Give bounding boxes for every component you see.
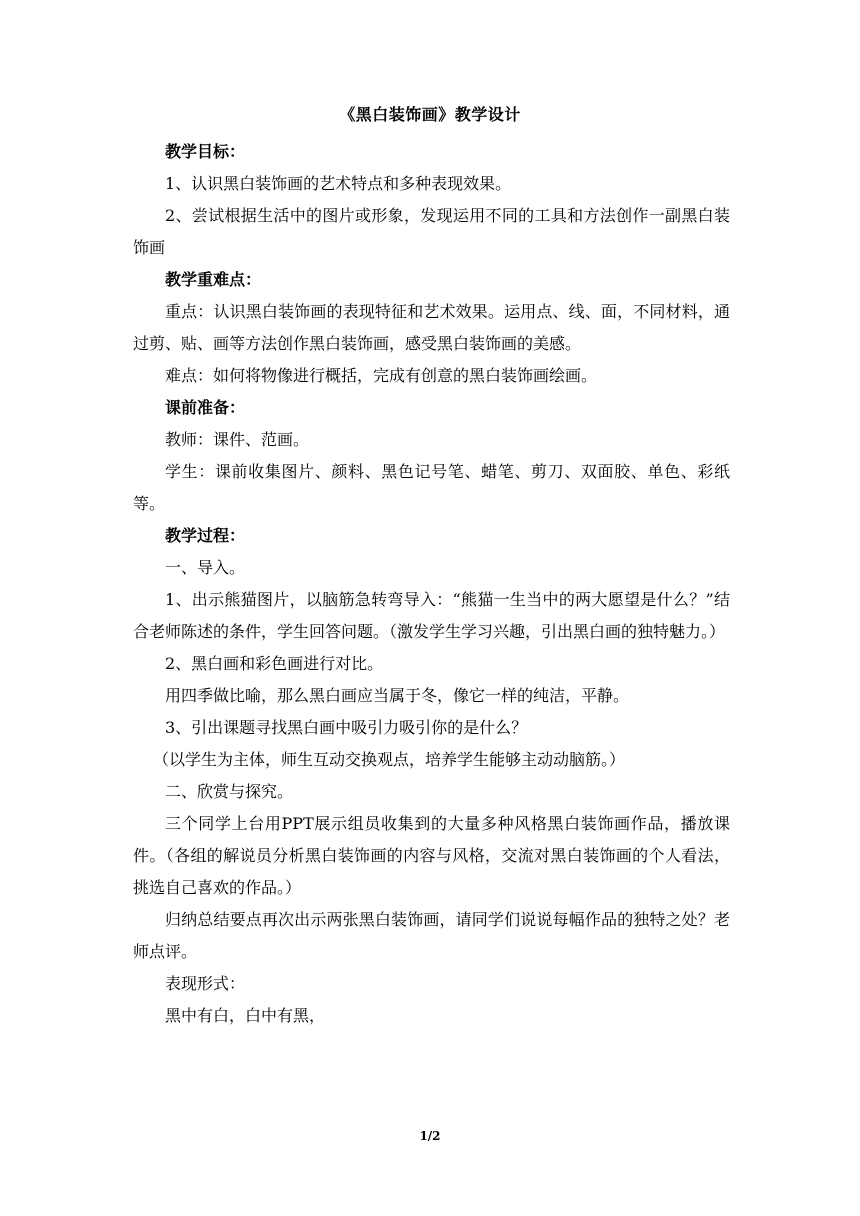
document-title: 《黑白装饰画》教学设计 xyxy=(339,105,521,124)
section-heading: 课前准备： xyxy=(165,398,246,417)
section-heading: 教学重难点： xyxy=(165,270,262,289)
paragraph: 表现形式： xyxy=(165,974,246,993)
paragraph: 一、导入。 xyxy=(165,558,246,577)
paragraph: 二、欣赏与探究。 xyxy=(165,782,294,801)
paragraph: 学生：课前收集图片、颜料、黑色记号笔、蜡笔、剪刀、双面胶、单色、彩纸等。 xyxy=(133,462,730,513)
paragraph: 重点：认识黑白装饰画的表现特征和艺术效果。运用点、线、面，不同材料，通过剪、贴、画等方法创作黑白装饰画，感受黑白装饰画的美感。 xyxy=(133,302,730,353)
paragraph: 难点：如何将物像进行概括，完成有创意的黑白装饰画绘画。 xyxy=(165,366,598,385)
paragraph: 教师：课件、范画。 xyxy=(165,430,310,449)
paragraph: 三个同学上台用PPT展示组员收集到的大量多种风格黑白装饰画作品，播放课件。（各组的解说员分析黑白装饰画的内容与风格，交流对黑白装饰画的个人看法，挑选自己喜欢的作品。） xyxy=(133,814,730,897)
section-heading: 教学目标： xyxy=(165,142,246,161)
paragraph: 用四季做比喻，那么黑白画应当属于冬，像它一样的纯洁，平静。 xyxy=(165,686,630,705)
paragraph: （以学生为主体，师生互动交换观点，培养学生能够主动动脑筋。） xyxy=(153,750,626,769)
document-body xyxy=(133,136,730,1032)
paragraph: 1、出示熊猫图片，以脑筋急转弯导入：“熊猫一生当中的两大愿望是什么？”结合老师陈述的条件，学生回答问题。（激发学生学习兴趣，引出黑白画的独特魅力。） xyxy=(133,590,730,641)
page-number: 1/2 xyxy=(419,1129,441,1143)
paragraph: 2、黑白画和彩色画进行对比。 xyxy=(165,654,384,673)
section-heading: 教学过程： xyxy=(165,526,246,545)
paragraph: 3、引出课题寻找黑白画中吸引力吸引你的是什么？ xyxy=(165,718,528,737)
paragraph: 黑中有白，白中有黑， xyxy=(165,1006,326,1025)
paragraph: 1、认识黑白装饰画的艺术特点和多种表现效果。 xyxy=(165,174,512,193)
paragraph: 归纳总结要点再次出示两张黑白装饰画，请同学们说说每幅作品的独特之处？老师点评。 xyxy=(133,910,730,961)
paragraph: 2、尝试根据生活中的图片或形象，发现运用不同的工具和方法创作一副黑白装饰画 xyxy=(133,206,730,257)
